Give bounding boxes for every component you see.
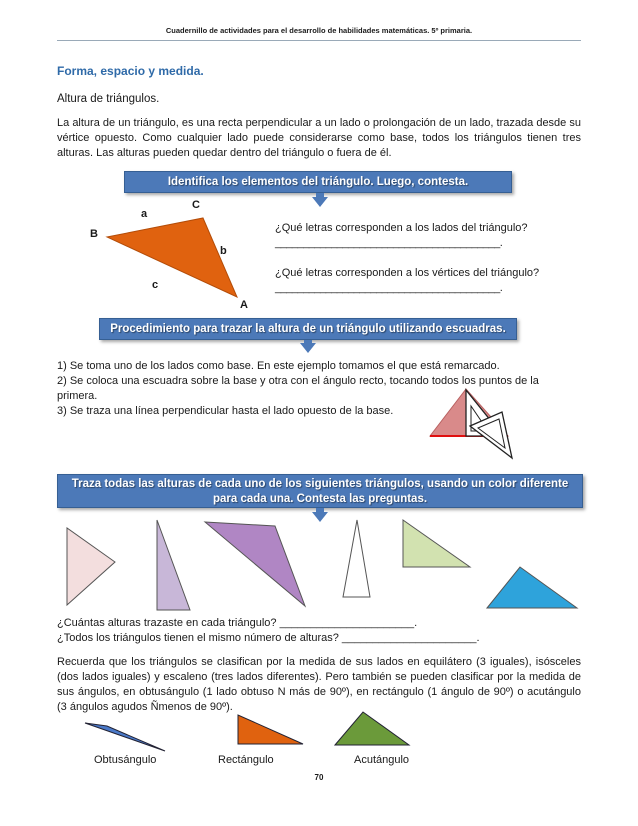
step-2: 2) Se coloca una escuadra sobre la base y otra con el ángulo recto, tocando todos los puntos de la primera. <box>57 375 539 402</box>
section-title: Forma, espacio y medida. <box>57 64 204 78</box>
label-vertex-B: B <box>90 228 98 240</box>
label-vertex-A: A <box>240 299 248 311</box>
document-header: Cuadernillo de actividades para el desarrollo de habilidades matemáticas. 5º primaria. <box>165 26 473 35</box>
caption-acute: Acutángulo <box>354 754 410 766</box>
right-triangle <box>238 715 303 744</box>
obtuse-triangle <box>85 723 165 751</box>
step-3: 3) Se traza una línea perpendicular hasta el lado opuesto de la base. <box>57 405 394 417</box>
intro-paragraph: La altura de un triángulo, es una recta perpendicular a un lado o prolongación de un lado, trazada desde su vértice opuesto. Como cualquier lado puede considerarse como base, todos los triángulos tienen tres alturas. Las alturas pueden quedar dentro del triángulo o fuera de él. <box>57 117 581 159</box>
question-same-number: ¿Todos los triángulos tienen el mismo número de alturas? ______________________. <box>57 632 480 644</box>
banner-procedure: Procedimiento para trazar la altura de un triángulo utilizando escuadras. <box>99 318 517 340</box>
question-heights-count: ¿Cuántas alturas trazaste en cada triángulo? ______________________. <box>57 617 418 629</box>
subtitle: Altura de triángulos. <box>57 93 160 105</box>
caption-right: Rectángulo <box>218 754 274 766</box>
caption-obtuse: Obtusángulo <box>94 754 157 766</box>
question-sides: ¿Qué letras corresponden a los lados del triángulo? <box>275 222 528 234</box>
acute-triangle <box>335 712 409 745</box>
answer-line-sides[interactable]: ________________________________________. <box>275 237 503 249</box>
label-side-a: a <box>141 208 148 220</box>
label-vertex-C: C <box>192 199 200 211</box>
banner-identify: Identifica los elementos del triángulo. Luego, contesta. <box>124 171 512 193</box>
page-number: 70 <box>314 773 324 782</box>
banner-line-2: para cada una. Contesta las preguntas. <box>212 493 428 505</box>
label-side-b: b <box>220 245 227 257</box>
question-vertices: ¿Qué letras corresponden a los vértices del triángulo? <box>275 267 540 279</box>
banner-line-1: Traza todas las alturas de cada uno de los siguientes triángulos, usando un color diferente <box>71 478 569 490</box>
recuerda-paragraph: Recuerda que los triángulos se clasifican por la medida de sus lados en equilátero (3 iguales), isósceles (dos lados iguales) y escaleno (tres lados diferentes). Pero también se pueden clasificar por la medida de sus ángulos, en obtusángulo (1 lado obtuso N más de 90º), en rectángulo (1 ángulo de 90º) o acutángulo (3 ángulos agudos Ñmenos de 90º). <box>57 656 581 713</box>
step-1: 1) Se toma uno de los lados como base. En este ejemplo tomamos el que está remarcado. <box>57 360 500 372</box>
label-side-c: c <box>152 279 159 291</box>
answer-line-vertices[interactable]: ________________________________________. <box>275 282 503 294</box>
